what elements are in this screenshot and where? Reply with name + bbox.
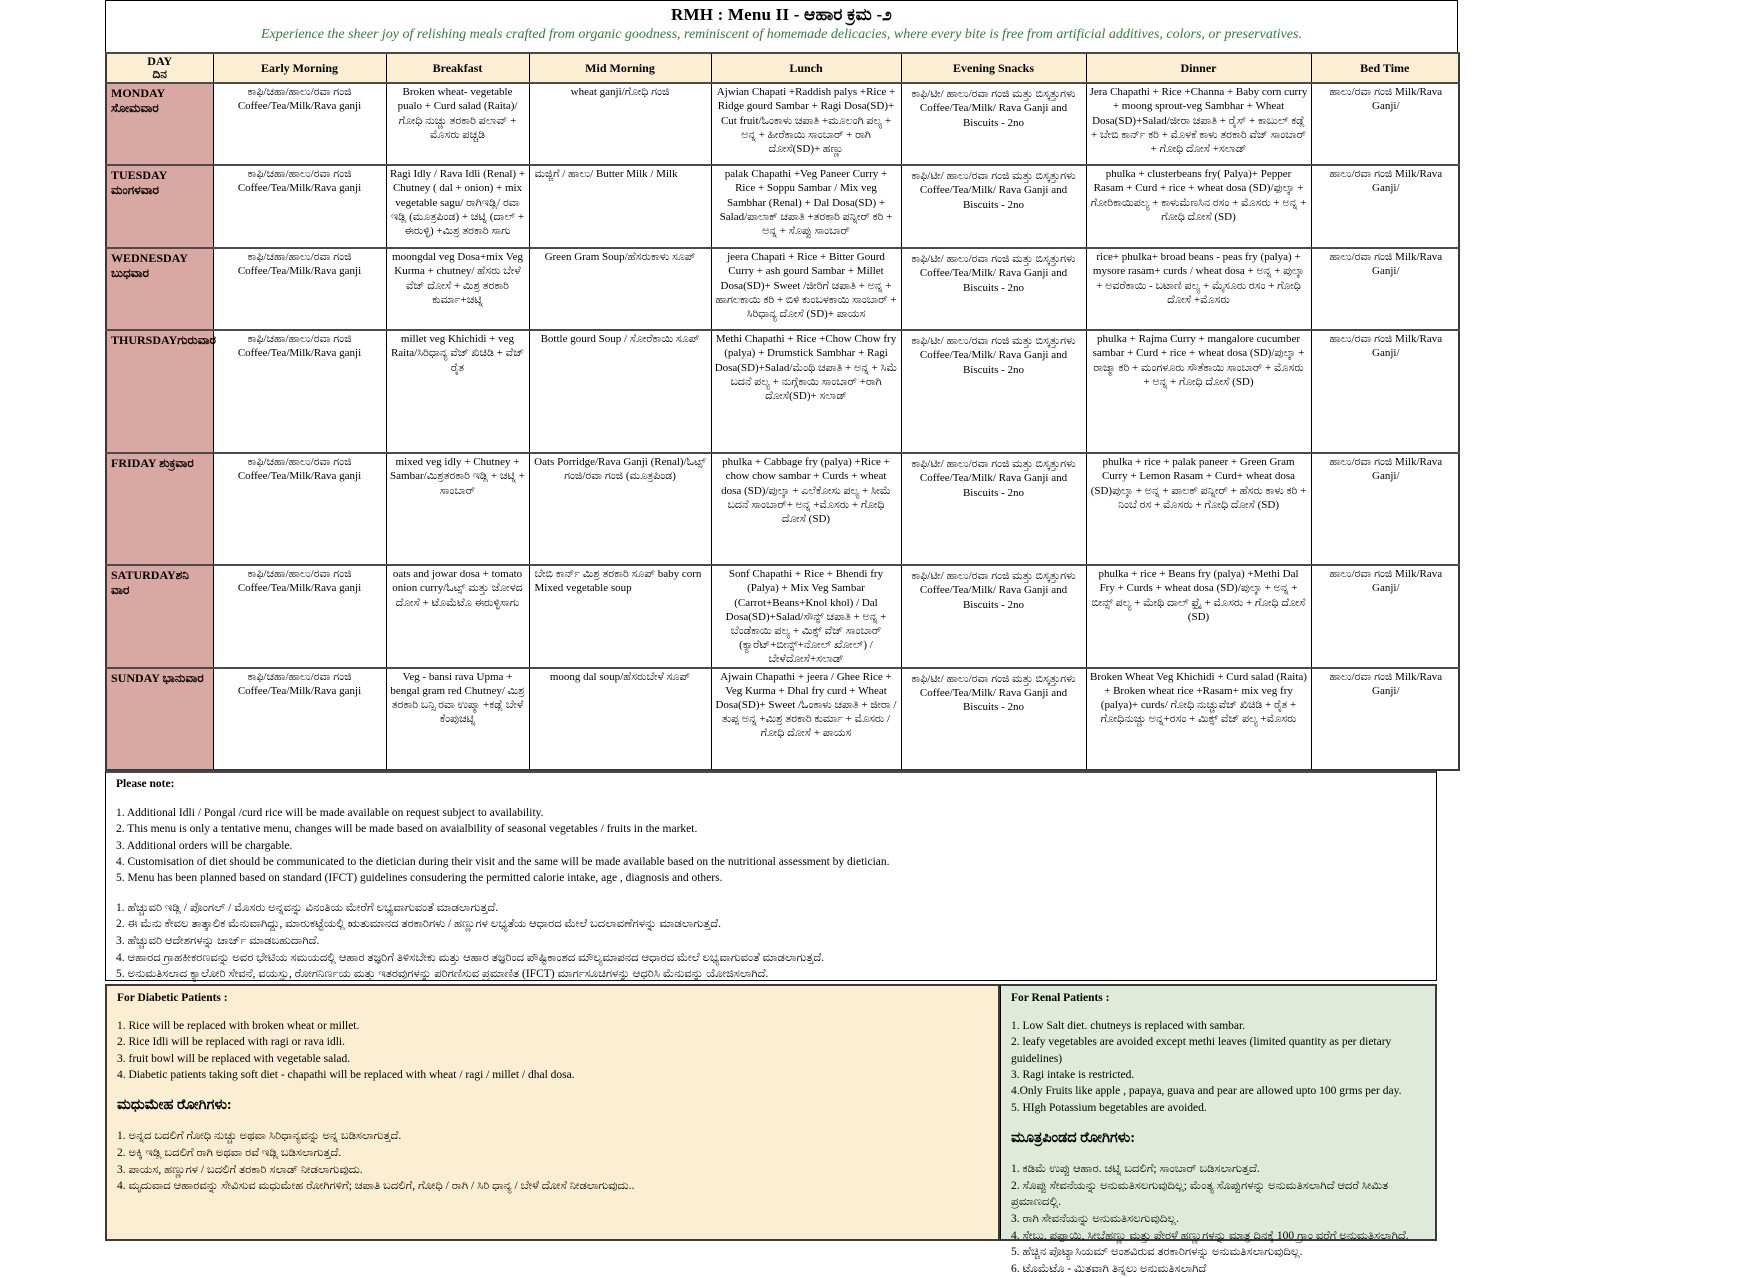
lunch-cell: Methi Chapathi + Rice +Chow Chow fry (palya) + Drumstick Sambhar + Ragi Dosa(SD)+Salad/ಮೆಂಥಿ ಚಪಾತಿ + ಅನ್ನ + ಸಿಮೆ ಬದನೆ ಪಲ್ಯ + ನುಗ್ಗೆಕಾಯಿ ಸಾಂಬಾರ್ +ರಾಗಿ ದೋಸೆ(SD)+ ಸಲಾಡ್ (711, 330, 901, 453)
please-note-kannada-list (116, 900, 1426, 983)
early-morning-cell: ಕಾಫಿ/ಚಹಾ/ಹಾಲು/ರವಾ ಗಂಜಿ Coffee/Tea/Milk/Rava ganji (213, 248, 386, 330)
note-line: 6. ಟೊಮೆಟೊ - ಮಿತವಾಗಿ ತಿನ್ನಲು ಅನುಮತಿಸಲಾಗಿದೆ (1011, 1262, 1207, 1275)
breakfast-cell: millet veg Khichidi + veg Raita/ಸಿರಿಧಾನ್ಯ ವೆಜ್ ಖಿಚಿಡಿ + ವೆಜ್ ರೈತ (386, 330, 529, 453)
header-row (106, 53, 1459, 83)
bed-time-cell: ಹಾಲು/ರವಾ ಗಂಜಿ Milk/Rava Ganji/ (1311, 565, 1459, 668)
dinner-cell: phulka + rice + Beans fry (palya) +Methi Dal Fry + Curds + wheat dosa (SD)/ಪುಲ್ಕಾ + ಅನ್ನ + ಬೀನ್ಸ್ ಪಲ್ಯ + ಮೇಥಿ ದಾಲ್ ಫ್ರೈ + ಮೊಸರು + ಗೋಧಿ ದೋಸೆ (SD) (1086, 565, 1311, 668)
col-header-day (106, 53, 213, 83)
evening-snacks-cell: ಕಾಫಿ/ಟೀ/ ಹಾಲು/ರವಾ ಗಂಜಿ ಮತ್ತು ಬಿಸ್ಕತ್ತುಗಳು Coffee/Tea/Milk/ Rava Ganji and Biscuits - 2no (901, 165, 1086, 248)
bed-time-cell: ಹಾಲು/ರವಾ ಗಂಜಿ Milk/Rava Ganji/ (1311, 83, 1459, 165)
note-line: 1. ಕಡಿಮೆ ಉಪ್ಪು ಆಹಾರ. ಚಟ್ನಿ ಬದಲಿಗೆ; ಸಾಂಬಾರ್ ಬಡಿಸಲಾಗುತ್ತದೆ. (1011, 1162, 1260, 1175)
day-cell: SATURDAYಶನಿ ವಾರ (106, 565, 213, 668)
breakfast-cell: Broken wheat- vegetable pualo + Curd salad (Raita)/ಗೋಧಿ ನುಚ್ಚು ತರಕಾರಿ ಪಲಾವ್ + ಮೊಸರು ಪಚ್ಚಡಿ (386, 83, 529, 165)
dinner-cell: phulka + clusterbeans fry( Palya)+ Pepper Rasam + Curd + rice + wheat dosa (SD)/ಫುಲ್ಕಾ + ಗೋರಿಕಾಯಿಪಲ್ಯ + ಕಾಳುಮೆಣಸಿನ ರಸಂ + ಮೊಸರು + ಅನ್ನ + ಗೋಧಿ ದೋಸೆ (SD) (1086, 165, 1311, 248)
lunch-cell: Ajwain Chapathi + jeera / Ghee Rice + Veg Kurma + Dhal fry curd + Wheat Dosa(SD)+ Sweet /ಓಂಕಾಳು ಚಪಾತಿ + ಜೀರಾ / ತುಪ್ಪ ಅನ್ನ +ಮಿಶ್ರ ತರಕಾರಿ ಕುರ್ಮಾ + ಮೊಸರು /ಗೋಧಿ ದೋಸೆ + ಪಾಯಸ (711, 668, 901, 770)
mid-morning-cell: ಬೇಬಿ ಕಾರ್ನ್ ಮಿಶ್ರ ತರಕಾರಿ ಸೂಪ್ baby corn Mixed vegetable soup (529, 565, 711, 668)
note-line: 5. Menu has been planned based on standard (IFCT) guidelines consudering the permitted calorie intake, age , diagnosis and others. (116, 872, 723, 885)
note-line: 2. ಸೊಪ್ಪು ಸೇವನೆಯನ್ನು ಅನುಮತಿಸಲಗುವುದಿಲ್ಲ; ಮೆಂತ್ಯ ಸೊಪ್ಪುಗಳನ್ನು ಅನುಮತಿಸಲಾಗಿದೆ ಆದರೆ ಸೀಮಿತ ಪ್ರಮಾಣದಲ್ಲಿ. (1011, 1179, 1389, 1209)
note-line: 5. ಅನುಮತಿಸಲಾದ ಕ್ಯಾಲೋರಿ ಸೇವನೆ, ವಯಸ್ಸು, ರೋಗನಿರ್ಣಯ ಮತ್ತು ಇತರವುಗಳನ್ನು ಪರಿಗಣಿಸುವ ಪ್ರಮಾಣಿತ (IFCT) ಮಾರ್ಗಸೂಚಿಗಳನ್ನು ಆಧರಿಸಿ ಮೆನುವನ್ನು ಯೋಜಿಸಲಾಗಿದೆ. (116, 968, 769, 981)
day-cell: MONDAY ಸೋಮವಾರ (106, 83, 213, 165)
special-diet-boxes (105, 984, 1437, 1275)
dinner-cell: Jera Chapathi + Rice +Channa + Baby corn curry + moong sprout-veg Sambhar + Wheat Dosa(SD)+Salad/ಜೀರಾ ಚಪಾತಿ + ರೈಸ್ + ಕಾಬುಲ್ ಕಡ್ಲೆ + ಬೇಬಿ ಕಾರ್ನ್ ಕರಿ + ಮೊಳಕೆ ಕಾಳು ತರಕಾರಿ ವೆಜ್ ಸಾಂಬಾರ್ + ಗೋಧಿ ದೋಸೆ +ಸಲಾಡ್ (1086, 83, 1311, 165)
col-header-bed-time: Bed Time (1311, 53, 1459, 83)
note-line: 2. ಈ ಮೆನು ಕೇವಲ ತಾತ್ಕಾಲಿಕ ಮೆನುವಾಗಿದ್ದು, ಮಾರುಕಟ್ಟೆಯಲ್ಲಿ ಋತುಮಾನದ ತರಕಾರಿಗಳು / ಹಣ್ಣುಗಳ ಲಭ್ಯತೆಯ ಆಧಾರದ ಮೇಲೆ ಬದಲಾವಣೆಗಳನ್ನು ಮಾಡಲಾಗುತ್ತದೆ. (116, 918, 721, 931)
early-morning-cell: ಕಾಫಿ/ಚಹಾ/ಹಾಲು/ರವಾ ಗಂಜಿ Coffee/Tea/Milk/Rava ganji (213, 330, 386, 453)
dinner-cell: phulka + Rajma Curry + mangalore cucumber sambar + Curd + rice + wheat dosa (SD)/ಪುಲ್ಕಾ + ರಾಜ್ಮಾ ಕರಿ + ಮಂಗಳೂರು ಸೌತೆಕಾಯಿ ಸಾಂಬಾರ್ + ಮೊಸರು + ಅನ್ನ + ಗೋಧಿ ದೋಸೆ (SD) (1086, 330, 1311, 453)
note-line: 3. fruit bowl will be replaced with vegetable salad. (117, 1052, 351, 1065)
day-cell: SUNDAY ಭಾನುವಾರ (106, 668, 213, 770)
diabetic-english-list (117, 1018, 988, 1083)
evening-snacks-cell: ಕಾಫಿ/ಟೀ/ ಹಾಲು/ರವಾ ಗಂಜಿ ಮತ್ತು ಬಿಸ್ಕತ್ತುಗಳು Coffee/Tea/Milk/ Rava Ganji and Biscuits - 2no (901, 453, 1086, 565)
evening-snacks-cell: ಕಾಫಿ/ಟೀ/ ಹಾಲು/ರವಾ ಗಂಜಿ ಮತ್ತು ಬಿಸ್ಕತ್ತುಗಳು Coffee/Tea/Milk/ Rava Ganji and Biscuits - 2no (901, 330, 1086, 453)
dinner-cell: phulka + rice + palak paneer + Green Gram Curry + Lemon Rasam + Curd+ wheat dosa (SD)ಪುಲ್ಕಾ + ಅನ್ನ + ಪಾಲಕ್ ಪನ್ನೀರ್ + ಹೆಸರು ಕಾಳು ಕರಿ + ನಿಂಬೆ ರಸ + ಮೊಸರು + ಗೋಧಿ ದೋಸೆ (SD) (1086, 453, 1311, 565)
renal-kannada-list (1011, 1161, 1425, 1278)
lunch-cell: palak Chapathi +Veg Paneer Curry + Rice + Soppu Sambar / Mix veg Sambhar (Renal) + Dal Dosa(SD) + Salad/ಪಾಲಾಕ್ ಚಪಾತಿ +ತರಕಾರಿ ಪನ್ನೀರ್ ಕರಿ + ಅನ್ನ + ಸೊಪ್ಪು ಸಾಂಬಾರ್ (711, 165, 901, 248)
evening-snacks-cell: ಕಾಫಿ/ಟೀ/ ಹಾಲು/ರವಾ ಗಂಜಿ ಮತ್ತು ಬಿಸ್ಕತ್ತುಗಳು Coffee/Tea/Milk/ Rava Ganji and Biscuits - 2no (901, 83, 1086, 165)
bed-time-cell: ಹಾಲು/ರವಾ ಗಂಜಿ Milk/Rava Ganji/ (1311, 248, 1459, 330)
bed-time-cell: ಹಾಲು/ರವಾ ಗಂಜಿ Milk/Rava Ganji/ (1311, 453, 1459, 565)
note-line: 3. ಪಾಯಸ, ಹಣ್ಣುಗಳ / ಬದಲಿಗೆ ತರಕಾರಿ ಸಲಾಡ್ ನೀಡಲಾಗುವುದು. (117, 1163, 363, 1176)
early-morning-cell: ಕಾಫಿ/ಚಹಾ/ಹಾಲು/ರವಾ ಗಂಜಿ Coffee/Tea/Milk/Rava ganji (213, 565, 386, 668)
note-line: 3. ರಾಗಿ ಸೇವನೆಯನ್ನು ಅನುಮತಿಸಲಗುವುದಿಲ್ಲ. (1011, 1212, 1179, 1225)
lunch-cell: jeera Chapati + Rice + Bitter Gourd Curry + ash gourd Sambar + Millet Dosa(SD)+ Sweet /ಜೀರಿಗೆ ಚಪಾತಿ + ಅನ್ನ + ಹಾಗಲಕಾಯಿ ಕರಿ + ಬಿಳಿ ಕುಂಬಳಕಾಯಿ ಸಾಂಬಾರ್ + ಸಿರಿಧಾನ್ಯ ದೋಸೆ (SD)+ ಪಾಯಸ (711, 248, 901, 330)
renal-patients-box (1000, 984, 1437, 1275)
day-cell: WEDNESDAY ಬುಧವಾರ (106, 248, 213, 330)
col-header-evening-snacks: Evening Snacks (901, 53, 1086, 83)
note-line: 1. ಹೆಚ್ಚುವರಿ ಇಡ್ಲಿ / ಪೊಂಗಲ್ / ಮೊಸರು ಅನ್ನವನ್ನು ವಿನಂತಿಯ ಮೇರೆಗೆ ಲಭ್ಯವಾಗುವಂತೆ ಮಾಡಲಾಗುತ್ತದೆ. (116, 901, 499, 914)
evening-snacks-cell: ಕಾಫಿ/ಟೀ/ ಹಾಲು/ರವಾ ಗಂಜಿ ಮತ್ತು ಬಿಸ್ಕತ್ತುಗಳು Coffee/Tea/Milk/ Rava Ganji and Biscuits - 2no (901, 248, 1086, 330)
day-header-en: DAY (147, 54, 173, 68)
col-header-dinner: Dinner (1086, 53, 1311, 83)
mid-morning-cell: ಮಜ್ಜಿಗೆ / ಹಾಲು/ Butter Milk / Milk (529, 165, 711, 248)
bed-time-cell: ಹಾಲು/ರವಾ ಗಂಜಿ Milk/Rava Ganji/ (1311, 165, 1459, 248)
please-note-heading: Please note: (116, 777, 175, 790)
mid-morning-cell: Oats Porridge/Rava Ganji (Renal)/ಓಟ್ಸ್ ಗಂಜಿ/ರವಾ ಗಂಜಿ (ಮೂತ್ರಪಿಂಡ) (529, 453, 711, 565)
note-line: 3. Ragi intake is restricted. (1011, 1068, 1135, 1081)
menu-body (106, 83, 1459, 770)
breakfast-cell: Ragi Idly / Rava Idli (Renal) + Chutney ( dal + onion) + mix vegetable sagu/ ರಾಗಿಇಡ್ಲಿ/ ರವಾ ಇಡ್ಲಿ (ಮೂತ್ರಪಿಂಡ) + ಚಟ್ನಿ (ದಾಲ್ + ಈರುಳ್ಳಿ) +ಮಿಶ್ರ ತರಕಾರಿ ಸಾಗು (386, 165, 529, 248)
please-note-section (105, 771, 1437, 981)
col-header-lunch: Lunch (711, 53, 901, 83)
note-line: 4. ಮೃದುವಾದ ಆಹಾರವನ್ನು ಸೇವಿಸುವ ಮಧುಮೇಹ ರೋಗಿಗಳಿಗೆ; ಚಪಾತಿ ಬದಲಿಗೆ, ಗೋಧಿ / ರಾಗಿ / ಸಿರಿ ಧಾನ್ಯ / ಬೇಳೆ ದೋಸೆ ನೀಡಲಾಗುವುದು.. (117, 1180, 635, 1193)
breakfast-cell: moongdal veg Dosa+mix Veg Kurma + chutney/ ಹೆಸರು ಬೇಳೆ ವೆಜ್ ದೋಸೆ + ಮಿಶ್ರ ತರಕಾರಿ ಕುರ್ಮಾ+ಚಟ್ನಿ (386, 248, 529, 330)
note-line: 2. Rice Idli will be replaced with ragi or rava idli. (117, 1036, 346, 1049)
mid-morning-cell: wheat ganji/ಗೋಧಿ ಗಂಜಿ (529, 83, 711, 165)
diabetic-patients-box (105, 984, 1000, 1241)
diabetic-kannada-list (117, 1128, 988, 1195)
note-line: 2. This menu is only a tentative menu, changes will be made based on avaialbility of seasonal vegetables / fruits in the market. (116, 823, 698, 836)
dinner-cell: Broken Wheat Veg Khichidi + Curd salad (Raita) + Broken wheat rice +Rasam+ mix veg fry (palya)+ curds/ ಗೋಧಿ ನುಚ್ಚುವೆಜ್ ಖಿಚಿಡಿ + ರೈತ + ಗೋಧಿನುಚ್ಚು ಅನ್ನ+ರಸಂ + ಮಿಕ್ಸ್ ವೆಜ್ ಪಲ್ಯ +ಮೊಸರು (1086, 668, 1311, 770)
menu-sheet (105, 0, 1458, 1275)
note-line: 2. leafy vegetables are avoided except methi leaves (limited quantity as per dietary guidelines) (1011, 1036, 1392, 1065)
note-line: 2. ಅಕ್ಕಿ ಇಡ್ಲಿ ಬದಲಿಗೆ ರಾಗಿ ಅಥವಾ ರವೆ ಇಡ್ಲಿ ಬಡಿಸಲಾಗುತ್ತದೆ. (117, 1146, 342, 1159)
mid-morning-cell: Bottle gourd Soup / ಸೋರೆಕಾಯಿ ಸೂಪ್ (529, 330, 711, 453)
menu-row (106, 165, 1459, 248)
menu-row (106, 330, 1459, 453)
evening-snacks-cell: ಕಾಫಿ/ಟೀ/ ಹಾಲು/ರವಾ ಗಂಜಿ ಮತ್ತು ಬಿಸ್ಕತ್ತುಗಳು Coffee/Tea/Milk/ Rava Ganji and Biscuits - 2no (901, 565, 1086, 668)
lunch-cell: Ajwian Chapati +Raddish palys +Rice + Ridge gourd Sambar + Ragi Dosa(SD)+ Cut fruit/ಓಂಕಾಳು ಚಪಾತಿ +ಮೂಲಂಗಿ ಪಲ್ಯ + ಅನ್ನ + ಹೀರೆಕಾಯಿ ಸಾಂಬಾರ್ + ರಾಗಿ ದೋಸೆ(SD)+ ಹಣ್ಣು (711, 83, 901, 165)
note-line: 4.Only Fruits like apple , papaya, guava and pear are allowed upto 100 grms per day. (1011, 1085, 1402, 1098)
bed-time-cell: ಹಾಲು/ರವಾ ಗಂಜಿ Milk/Rava Ganji/ (1311, 330, 1459, 453)
menu-table (105, 52, 1460, 771)
note-line: 4. ಸೇಬು, ಪಪ್ಪಾಯಿ, ಸೀಬೆಹಣ್ಣು ಮತ್ತು ಪೇರಳೆ ಹಣ್ಣುಗಳನ್ನು ಮಾತ್ರ ದಿನಕ್ಕೆ 100 ಗ್ರಾಂ ವರೆಗೆ ಅನುಮತಿಸಲಾಗಿದೆ. (1011, 1229, 1409, 1242)
early-morning-cell: ಕಾಫಿ/ಚಹಾ/ಹಾಲು/ರವಾ ಗಂಜಿ Coffee/Tea/Milk/Rava ganji (213, 668, 386, 770)
lunch-cell: Sonf Chapathi + Rice + Bhendi fry (Palya) + Mix Veg Sambar (Carrot+Beans+Knol khol) / Dal Dosa(SD)+Salad/ಸೌನ್ಫ್ ಚಪಾತಿ + ಅನ್ನ + ಬೆಂಡೆಕಾಯಿ ಪಲ್ಯ + ಮಿಕ್ಸ್ ವೆಜ್ ಸಾಂಬಾರ್ (ಕ್ಯಾರೆಟ್+ಬೀನ್ಸ್+ನೋಲ್ ಖೋಲ್) / ಬೇಳೆದೋಸೆ+ಸಲಾಡ್ (711, 565, 901, 668)
mid-morning-cell: moong dal soup/ಹೆಸರುಬೇಳೆ ಸೂಪ್ (529, 668, 711, 770)
mid-morning-cell: Green Gram Soup/ಹೆಸರುಕಾಳು ಸೂಪ್ (529, 248, 711, 330)
breakfast-cell: oats and jowar dosa + tomato onion curry/ಓಟ್ಸ್ ಮತ್ತು ಜೋಳದ ದೋಸೆ + ಟೊಮೆಟೊ ಈರುಳ್ಳಿಸಾಗು (386, 565, 529, 668)
page-subtitle: Experience the sheer joy of relishing meals crafted from organic goodness, reminiscent of homemade delicacies, where every bite is free from artificial additives, colors, or preservatives. (261, 27, 1302, 42)
evening-snacks-cell: ಕಾಫಿ/ಟೀ/ ಹಾಲು/ರವಾ ಗಂಜಿ ಮತ್ತು ಬಿಸ್ಕತ್ತುಗಳು Coffee/Tea/Milk/ Rava Ganji and Biscuits - 2no (901, 668, 1086, 770)
breakfast-cell: Veg - bansi rava Upma + bengal gram red Chutney/ ಮಿಶ್ರ ತರಕಾರಿ ಬನ್ಸಿ ರವಾ ಉಪ್ಮಾ +ಕಡ್ಲೆ ಬೇಳೆ ಕೆಂಪುಚಟ್ನಿ (386, 668, 529, 770)
menu-row (106, 83, 1459, 165)
note-line: 4. Diabetic patients taking soft diet - chapathi will be replaced with wheat / ragi / millet / dhal dosa. (117, 1068, 575, 1081)
note-line: 1. Low Salt diet. chutneys is replaced with sambar. (1011, 1019, 1246, 1032)
early-morning-cell: ಕಾಫಿ/ಚಹಾ/ಹಾಲು/ರವಾ ಗಂಜಿ Coffee/Tea/Milk/Rava ganji (213, 165, 386, 248)
bed-time-cell: ಹಾಲು/ರವಾ ಗಂಜಿ Milk/Rava Ganji/ (1311, 668, 1459, 770)
menu-row (106, 248, 1459, 330)
note-line: 3. Additional orders will be chargable. (116, 839, 293, 852)
col-header-mid-morning: Mid Morning (529, 53, 711, 83)
renal-kannada-heading: ಮೂತ್ರಪಿಂಡದ ರೋಗಿಗಳು: (1011, 1129, 1136, 1146)
col-header-early-morning: Early Morning (213, 53, 386, 83)
renal-english-list (1011, 1018, 1425, 1116)
breakfast-cell: mixed veg idly + Chutney + Sambar/ಮಿಶ್ರತರಕಾರಿ ಇಡ್ಲಿ + ಚಟ್ನಿ + ಸಾಂಬಾರ್ (386, 453, 529, 565)
renal-heading: For Renal Patients : (1011, 991, 1110, 1004)
day-header-kn: ದಿನ (152, 67, 167, 82)
note-line: 4. ಆಹಾರದ ಗ್ರಾಹಕೀಕರಣವನ್ನು ಅವರ ಭೇಟಿಯ ಸಮಯದಲ್ಲಿ ಆಹಾರ ತಜ್ಞರಿಗೆ ತಿಳಿಸಬೇಕು ಮತ್ತು ಆಹಾರ ತಜ್ಞರಿಂದ ಪೌಷ್ಟಿಕಾಂಶದ ಮೌಲ್ಯಮಾಪನದ ಆಧಾರದ ಮೇಲೆ ಲಭ್ಯವಾಗುವಂತೆ ಮಾಡಲಾಗುತ್ತದೆ. (116, 951, 825, 964)
menu-row (106, 453, 1459, 565)
note-line: 5. ಹೆಚ್ಚಿನ ಪೊಟ್ಯಾಸಿಯಮ್ ಅಂಶವಿರುವ ತರಕಾರಿಗಳನ್ನು ಅನುಮತಿಸಲಾಗುವುದಿಲ್ಲ. (1011, 1246, 1303, 1259)
note-line: 4. Customisation of diet should be communicated to the dietician during their visit and the same will be made available based on the nutritional assessment by dietician. (116, 855, 890, 868)
note-line: 1. Rice will be replaced with broken wheat or millet. (117, 1019, 360, 1032)
diabetic-heading: For Diabetic Patients : (117, 991, 228, 1004)
title-block (105, 0, 1458, 52)
note-line: 1. Additional Idli / Pongal /curd rice will be made available on request subject to availability. (116, 806, 544, 819)
note-line: 1. ಅನ್ನದ ಬದಲಿಗೆ ಗೋಧಿ ನುಚ್ಚು ಅಥವಾ ಸಿರಿಧಾನ್ಯವನ್ನು ಅನ್ನ ಬಡಿಸಲಾಗುತ್ತದೆ. (117, 1130, 402, 1143)
lunch-cell: phulka + Cabbage fry (palya) +Rice + chow chow sambar + Curds + wheat dosa (SD)/ಪುಲ್ಕಾ + ಎಲೆಕೋಸು ಪಲ್ಯ + ಸೀಮೆ ಬದನೆ ಸಾಂಬಾರ್+ ಅನ್ನ +ಮೊಸರು + ಗೋಧಿ ದೋಸೆ (SD) (711, 453, 901, 565)
menu-row (106, 565, 1459, 668)
please-note-english-list (116, 805, 1426, 887)
diabetic-kannada-heading: ಮಧುಮೇಹ ರೋಗಿಗಳು: (117, 1097, 232, 1114)
day-cell: TUESDAY ಮಂಗಳವಾರ (106, 165, 213, 248)
day-cell: THURSDAYಗುರುವಾರ (106, 330, 213, 453)
page-title: RMH : Menu II - ಆಹಾರ ಕ್ರಮ -೨ (670, 5, 893, 24)
early-morning-cell: ಕಾಫಿ/ಚಹಾ/ಹಾಲು/ರವಾ ಗಂಜಿ Coffee/Tea/Milk/Rava ganji (213, 453, 386, 565)
menu-row (106, 668, 1459, 770)
note-line: 5. HIgh Potassium begetables are avoided. (1011, 1101, 1207, 1114)
day-cell: FRIDAY ಶುಕ್ರವಾರ (106, 453, 213, 565)
col-header-breakfast: Breakfast (386, 53, 529, 83)
note-line: 3. ಹೆಚ್ಚುವರಿ ಆದೇಶಗಳನ್ನು ಚಾರ್ಜ್ ಮಾಡಬಹುದಾಗಿದೆ. (116, 934, 320, 947)
early-morning-cell: ಕಾಫಿ/ಚಹಾ/ಹಾಲು/ರವಾ ಗಂಜಿ Coffee/Tea/Milk/Rava ganji (213, 83, 386, 165)
dinner-cell: rice+ phulka+ broad beans - peas fry (palya) + mysore rasam+ curds / wheat dosa + ಅನ್ನ + ಪುಲ್ಕಾ + ಅವರೆಕಾಯಿ - ಬಟಾಣಿ ಪಲ್ಯ + ಮೈಸೂರು ರಸಂ + ಗೋಧಿ ದೋಸೆ +ಮೊಸರು (1086, 248, 1311, 330)
